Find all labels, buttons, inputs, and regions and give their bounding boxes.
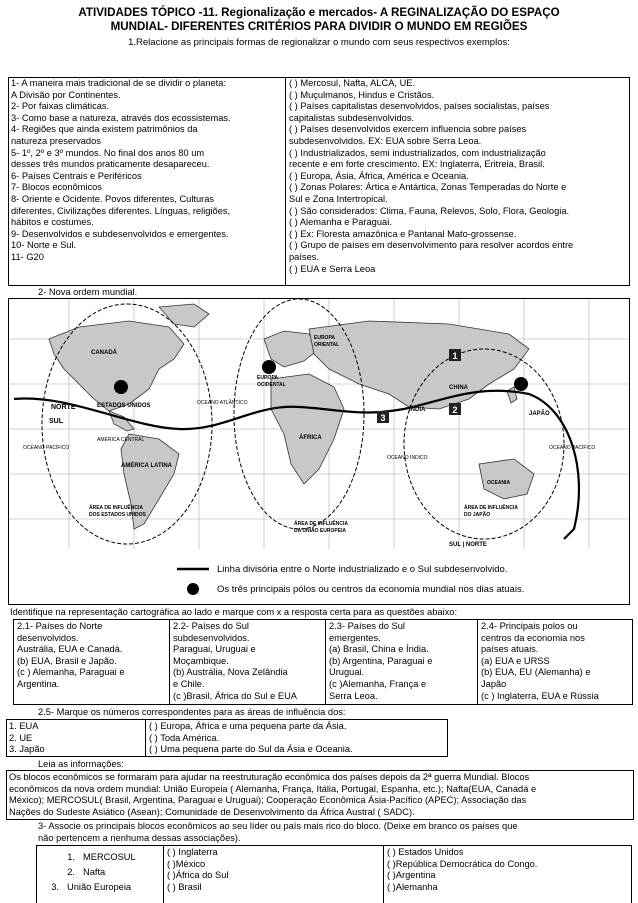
label-africa: ÁFRICA	[299, 435, 322, 441]
q1-option[interactable]: ( ) Zonas Polares: Ártica e Antártica, Zonas Temperadas do Norte e	[289, 182, 567, 193]
cell-line: (b) Austrália, Nova Zelândia	[173, 667, 288, 678]
q1-left-line: 10- Norte e Sul.	[11, 240, 77, 251]
legend-dot-text: Os três principais pólos ou centros da economia mundial nos dias atuais.	[217, 584, 525, 595]
label-norte: NORTE	[51, 404, 76, 411]
label-sul-norte: SUL | NORTE	[449, 542, 487, 548]
info-title: Leia as informações:	[38, 759, 124, 769]
q2-cell-2[interactable]	[170, 620, 326, 704]
q2-instruction: Identifique na representação cartográfica ao lado e marque com x a resposta certa para as questões abaixo:	[10, 607, 458, 617]
q25-option[interactable]: ( ) Uma pequena parte do Sul da Ásia e Oceania.	[149, 744, 353, 755]
q1-option[interactable]: ( ) Mercosul, Nafta, ALCA, UE.	[289, 78, 416, 88]
label-america-central: AMÉRICA CENTRAL	[97, 437, 145, 443]
q3-option[interactable]: ( ) Inglaterra	[167, 847, 218, 857]
label-area-eua-2: DOS ESTADOS UNIDOS	[89, 512, 146, 518]
q2-cell-4[interactable]	[478, 620, 634, 704]
label-europa-oc-2: OCIDENTAL	[257, 382, 286, 388]
q1-option[interactable]: ( ) EUA e Serra Leoa	[289, 263, 376, 274]
q1-left-line: A Divisão por Continentes.	[11, 89, 121, 100]
cell-line: (a) Brasil, China e Índia.	[329, 644, 429, 655]
q1-left-line: desses três mundos praticamente desapareceu.	[11, 159, 210, 170]
q1-left-line: 1- A maneira mais tradicional de se dividir o planeta:	[11, 78, 226, 88]
pole-eua	[114, 380, 128, 394]
cell-line: (b) Argentina, Paraguai e	[329, 655, 433, 666]
q3-mid	[167, 847, 381, 893]
q2-table	[13, 619, 633, 705]
info-box	[6, 770, 634, 820]
q25-left	[9, 721, 145, 756]
label-europa-or-2: ORIENTAL	[314, 342, 340, 348]
q1-option[interactable]: ( ) Muçulmanos, Hindus e Cristãos.	[289, 89, 435, 100]
world-map-svg	[9, 299, 629, 604]
label-japao: JAPÃO	[529, 411, 550, 417]
label-china: CHINA	[449, 385, 468, 391]
label-europa-oc-1: EUROPA	[257, 375, 279, 381]
q1-option-cont: recente e em forte crescimento. EX: Inglaterra, Eritreia, Brasil.	[289, 159, 545, 170]
q1-left-line: diferentes, Civilizações diferentes. Línguas, religiões,	[11, 205, 231, 216]
q1-option[interactable]: ( ) São considerados: Clima, Fauna, Relevos, Solo, Flora, Geologia.	[289, 205, 570, 216]
q3-option[interactable]: ( )África do Sul	[167, 870, 229, 881]
q3-option[interactable]: ( ) Brasil	[167, 881, 202, 892]
q2-cell-3[interactable]	[326, 620, 478, 704]
q3-option[interactable]: ( )México	[167, 858, 206, 869]
q3-block-name: MERCOSUL	[83, 852, 136, 862]
cell-line: Japão	[481, 678, 507, 689]
q1-right-column	[289, 78, 629, 285]
pole-ue	[262, 360, 276, 374]
q1-option-cont: capitalistas subdesenvolvidos.	[289, 112, 415, 123]
cell-line: Argentina.	[17, 678, 60, 689]
badge-2-label: 2	[452, 405, 458, 415]
q3-option[interactable]: ( )Argentina	[387, 870, 436, 881]
label-area-eua-1: ÁREA DE INFLUÊNCIA	[89, 505, 143, 511]
cell-line: (c ) Inglaterra, EUA e Rússia	[481, 690, 599, 701]
q1-option[interactable]: ( ) Europa, Ásia, África, América e Oceania.	[289, 170, 469, 181]
column-divider	[383, 846, 384, 903]
q3-block-name: União Europeia	[67, 882, 132, 892]
label-india: ÍNDIA	[409, 407, 426, 413]
q3-option[interactable]: ( )República Democrática do Congo.	[387, 858, 538, 869]
q1-left-line: 2- Por faixas climáticas.	[11, 101, 110, 112]
q3-block-item	[43, 880, 131, 895]
q25-right	[149, 721, 445, 756]
label-area-ue-2: DA UNIÃO EUROPEIA	[294, 528, 347, 534]
q1-left-line: 8- Oriente e Ocidente. Povos diferentes, Culturas	[11, 193, 215, 204]
label-oc-pacifico-1: OCEANO PACÍFICO	[23, 445, 70, 451]
cell-line: (b) EUA, Brasil e Japão.	[17, 655, 117, 666]
q25-option[interactable]: ( ) Europa, África e uma pequena parte da Ásia.	[149, 721, 347, 731]
q1-instruction: 1.Relacione as principais formas de regionalizar o mundo com seus respectivos exemplos:	[128, 37, 510, 48]
label-area-ue-1: ÁREA DE INFLUÊNCIA	[294, 521, 348, 527]
label-sul: SUL	[49, 418, 63, 425]
q1-option-cont: Sul e Zona Intertropical.	[289, 193, 388, 204]
cell-line: (c ) Alemanha, Paraguai e	[17, 667, 125, 678]
cell-line: (b) EUA, EU (Alemanha) e	[481, 667, 591, 678]
q1-left-line: natureza preservados	[11, 135, 101, 146]
q25-left-item: 2. UE	[9, 732, 33, 743]
q1-left-line: hábitos e costumes.	[11, 217, 94, 228]
label-oc-indico: OCEANO ÍNDICO	[387, 455, 428, 461]
q3-block-num: 3.	[51, 882, 59, 892]
q3-block-item	[59, 865, 105, 880]
q1-option-cont: países.	[289, 251, 319, 262]
q1-box	[8, 77, 630, 286]
q2-title: 2- Nova ordem mundial.	[38, 287, 138, 297]
cell-line: 2.4- Principais polos ou	[481, 621, 578, 631]
q1-left-line: 7- Blocos econômicos	[11, 182, 102, 193]
q3-text	[38, 821, 518, 844]
q25-option[interactable]: ( ) Toda América.	[149, 732, 220, 743]
legend-dot-icon	[187, 583, 199, 595]
q3-right	[387, 847, 627, 893]
column-divider	[285, 78, 286, 285]
pole-japao	[514, 377, 528, 391]
info-line: Os blocos econômicos se formaram para ajudar na reestruturação econômica dos países depois da 2ª guerra Mundial. Blocos	[9, 772, 530, 782]
q25-left-item: 3. Japão	[9, 744, 45, 755]
info-line: Nações do Sudeste Asiático (Asean); Comunidade de Desenvolvimento da África Austral ( SADC).	[9, 806, 415, 817]
label-oceania: OCEANIA	[487, 480, 511, 486]
q25-title: 2.5- Marque os números correspondentes para as áreas de influência dos:	[38, 707, 346, 717]
q3-blocks	[37, 846, 164, 903]
q1-option[interactable]: ( ) Países desenvolvidos exercem influencia sobre países	[289, 124, 527, 135]
cell-line: (c )Alemanha, França e	[329, 678, 427, 689]
q3-line: não pertencem a nenhuma dessas associações).	[38, 832, 241, 843]
cell-line: 2.3- Países do Sul	[329, 621, 405, 631]
q25-table	[6, 719, 448, 757]
column-divider	[145, 720, 146, 756]
page-title	[0, 6, 638, 34]
cell-line: 2.1- Países do Norte	[17, 621, 103, 631]
q3-table	[36, 845, 632, 903]
badge-1-label: 1	[452, 351, 458, 361]
q1-option[interactable]: ( ) Grupo de países em desenvolvimento para resolver acordos entre	[289, 240, 574, 251]
q3-block-num: 2.	[67, 867, 75, 877]
q3-option[interactable]: ( ) Estados Unidos	[387, 847, 464, 857]
q25-left-item: 1. EUA	[9, 721, 39, 731]
label-oc-atlantico: OCEANO ATLÂNTICO	[197, 400, 248, 406]
cell-line: Moçambique.	[173, 655, 229, 666]
q2-cell-1[interactable]	[14, 620, 170, 704]
q3-block-num: 1.	[67, 852, 75, 862]
badge-3-label: 3	[380, 413, 386, 423]
label-area-jp-1: ÁREA DE INFLUÊNCIA	[464, 505, 518, 511]
q1-left-line: 5- 1º, 2º e 3º mundos. No final dos anos 80 um	[11, 147, 205, 158]
cell-line: emergentes.	[329, 632, 381, 643]
q1-left-line: 6- Países Centrais e Periféricos	[11, 170, 142, 181]
cell-line: Austrália, EUA e Canadá.	[17, 644, 123, 655]
q1-option[interactable]: ( ) Países capitalistas desenvolvidos, países socialistas, países	[289, 101, 550, 112]
q1-option[interactable]: ( ) Ex: Floresta amazônica e Pantanal Mato-grossense.	[289, 228, 517, 239]
q1-left-line: 4- Regiões que ainda existem patrimônios da	[11, 124, 198, 135]
legend-line-text: Linha divisória entre o Norte industrializado e o Sul subdesenvolvido.	[217, 564, 508, 575]
cell-line: países atuais.	[481, 644, 539, 655]
q1-option[interactable]: ( ) Industrializados, semi industrializados, com industrialização	[289, 147, 546, 158]
cell-line: (c )Brasil, África do Sul e EUA	[173, 690, 297, 701]
info-line: econômicos da nova ordem mundial: União Europeia ( Alemanha, França, Itália, Portugal, Espanha, etc.); Nafta(EUA, Canadá e	[9, 783, 537, 794]
cell-line: e Chile.	[173, 678, 205, 689]
cell-line: desenvolvidos.	[17, 632, 79, 643]
q1-option-cont: subdesenvolvidos. EX: EUA sobre Serra Leoa.	[289, 135, 482, 146]
q1-left-line: 3- Como base a natureza, através dos ecossistemas.	[11, 112, 231, 123]
q1-left-column	[11, 78, 281, 285]
title-line: MUNDIAL- DIFERENTES CRITÉRIOS PARA DIVIDIR O MUNDO EM REGIÕES	[110, 20, 528, 33]
q3-block-item	[59, 850, 136, 865]
label-europa-or-1: EUROPA	[314, 335, 336, 341]
label-area-jp-2: DO JAPÃO	[464, 512, 491, 518]
q1-left-line: 9- Desenvolvidos e subdesenvolvidos e emergentes.	[11, 228, 229, 239]
title-line: ATIVIDADES TÓPICO -11. Regionalização e mercados- A REGINALIZAÇÃO DO ESPAÇO	[78, 6, 560, 19]
cell-line: Paraguai, Uruguai e	[173, 644, 256, 655]
q3-block-name: Nafta	[83, 867, 106, 877]
label-eua: ESTADOS UNIDOS	[97, 403, 151, 409]
q3-line: 3- Associe os principais blocos econômicos ao seu líder ou país mais rico do bloco. (Deixe em branco os países que	[38, 821, 518, 831]
cell-line: Serra Leoa.	[329, 690, 378, 701]
q1-option[interactable]: ( ) Alemanha e Paraguai.	[289, 217, 392, 228]
label-america-latina: AMÉRICA LATINA	[121, 463, 172, 469]
world-map	[8, 298, 630, 605]
label-canada: CANADÁ	[91, 350, 117, 356]
cell-line: subdesenvolvidos.	[173, 632, 250, 643]
cell-line: (a) EUA e URSS	[481, 655, 550, 666]
cell-line: 2.2- Países do Sul	[173, 621, 249, 631]
q3-option[interactable]: ( )Alemanha	[387, 881, 438, 892]
info-line: México); MERCOSUL( Brasil, Argentina, Paraguai e Uruguai); Cooperação Econômica Ásia-Pacífico (APEC); Associação das	[9, 795, 527, 806]
cell-line: centros da economia nos	[481, 632, 585, 643]
cell-line: Uruguai.	[329, 667, 365, 678]
label-oc-pacifico-2: OCEANO PACÍFICO	[549, 445, 596, 451]
q1-left-line: 11- G20	[11, 251, 44, 262]
